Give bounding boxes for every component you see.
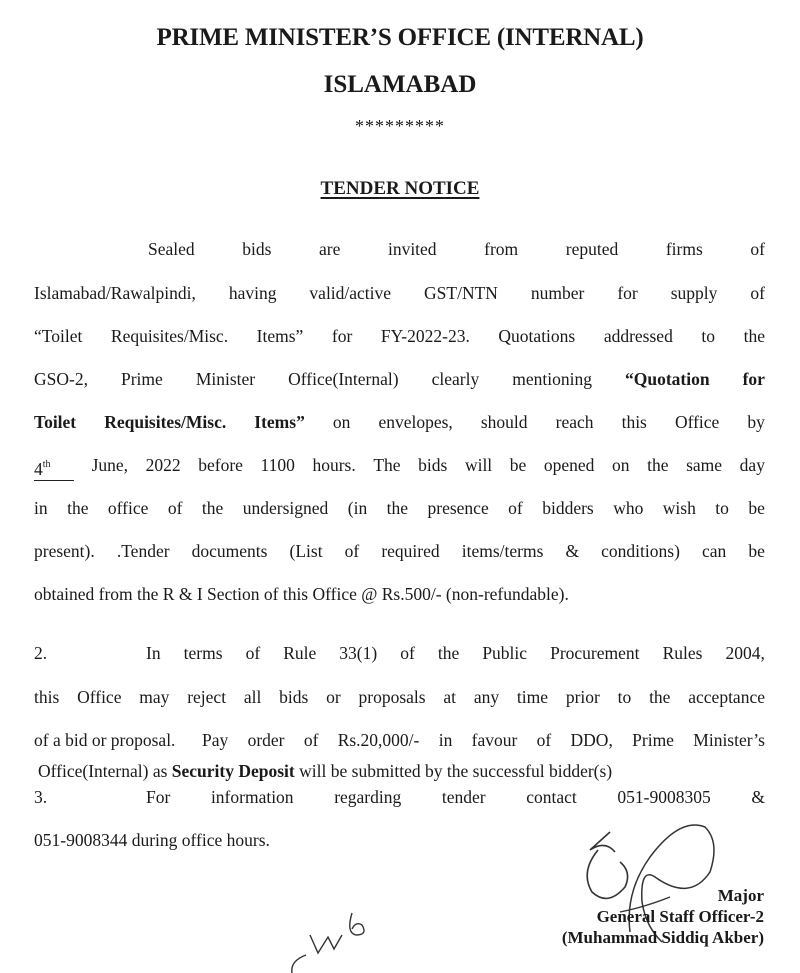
word: documents [191, 541, 268, 561]
word: acceptance [688, 687, 765, 707]
word: by [747, 412, 765, 432]
word: this [621, 412, 647, 432]
word: conditions) [601, 541, 680, 561]
para1-line6 [34, 454, 765, 481]
word: Public [482, 643, 528, 663]
word: present). [34, 541, 95, 561]
word: FY-2022-23. [380, 326, 470, 346]
handwritten-scribble [280, 905, 390, 973]
word: tender [441, 787, 486, 807]
word: Requisites/Misc. [110, 326, 229, 346]
word: & [565, 541, 580, 561]
word: wish [662, 498, 696, 518]
word: bids [279, 687, 309, 707]
para2-number: 2. [34, 643, 48, 663]
para2-line4 [38, 760, 769, 782]
word: Office(Internal) [288, 369, 399, 389]
para3-line1 [146, 786, 765, 808]
word: invited [387, 239, 437, 259]
word: & [751, 787, 765, 807]
word: The [373, 455, 401, 475]
word: .Tender [116, 541, 170, 561]
para3-line2: 051-9008344 during office hours. [34, 830, 270, 850]
word: at [443, 687, 457, 707]
word: regarding [334, 787, 402, 807]
word: 33(1) [339, 643, 378, 663]
word: information [210, 787, 294, 807]
office-heading: PRIME MINISTER’S OFFICE (INTERNAL) [156, 24, 644, 51]
para2-line2 [34, 686, 765, 708]
word: day [739, 455, 765, 475]
word: Prime [120, 369, 163, 389]
word: items/terms [461, 541, 544, 561]
word: June, [91, 455, 129, 475]
word: to [617, 687, 632, 707]
word: the [647, 455, 669, 475]
word: or [326, 687, 341, 707]
para2-line3 [202, 729, 765, 751]
word: “Toilet [34, 326, 83, 346]
signatory-designation: General Staff Officer-2 [596, 907, 764, 926]
word: Minister [195, 369, 256, 389]
word: 2004, [725, 643, 765, 663]
para1-line2 [34, 282, 765, 304]
date-day-number: 4 [34, 459, 43, 479]
word: mentioning [512, 369, 592, 389]
word: any [473, 687, 500, 707]
word: reputed [565, 239, 619, 259]
word: 1100 [260, 455, 295, 475]
word: in [34, 498, 48, 518]
word: are [319, 239, 341, 259]
word: of [508, 498, 523, 518]
word: Islamabad/Rawalpindi, [34, 283, 196, 303]
word: the [437, 643, 460, 663]
para1-line8 [34, 540, 765, 562]
word: before [198, 455, 243, 475]
word: (List [289, 541, 323, 561]
word: GSO-2, [34, 369, 88, 389]
signatory-name: (Muhammad Siddiq Akber) [561, 928, 764, 947]
para3-number: 3. [34, 787, 48, 807]
word: Prime [632, 730, 674, 750]
para1-line3 [34, 325, 765, 347]
word: Requisites/Misc. [104, 412, 227, 432]
word: may [139, 687, 170, 707]
signatory-rank: Major [717, 886, 764, 905]
word: reject [187, 687, 227, 707]
word: of [303, 730, 319, 750]
word: will [464, 455, 493, 475]
word: to [715, 498, 729, 518]
word: on [332, 412, 351, 432]
word: DDO, [570, 730, 613, 750]
notice-title-text: TENDER NOTICE [320, 178, 480, 199]
word: Items” [256, 326, 304, 346]
word: from [484, 239, 519, 259]
word: this [34, 687, 60, 707]
word: Sealed [148, 239, 195, 259]
word: for [331, 326, 353, 346]
word: should [480, 412, 528, 432]
word: firms [665, 239, 703, 259]
word: GST/NTN [424, 283, 498, 303]
word: contact [526, 787, 577, 807]
word: valid/active [309, 283, 392, 303]
word: to [701, 326, 716, 346]
para2-line1 [146, 642, 765, 664]
word: proposals [358, 687, 426, 707]
word: of [750, 283, 765, 303]
para2-line4-rest: will be submitted by the successful bidder(s) [294, 761, 613, 781]
word: all [243, 687, 262, 707]
word: the [386, 498, 409, 518]
word: hours. [312, 455, 356, 475]
para2-line4-text: Office(Internal) as [38, 761, 172, 781]
para1-line9: obtained from the R & I Section of this Office @ Rs.500/- (non-refundable). [34, 584, 569, 604]
word: (in [347, 498, 368, 518]
word: Office [674, 412, 720, 432]
word: prior [565, 687, 600, 707]
word: 051-9008305 [617, 787, 711, 807]
word: order [247, 730, 285, 750]
word: number [530, 283, 585, 303]
word: Minister’s [693, 730, 765, 750]
para1-line4 [34, 368, 765, 390]
word: the [201, 498, 224, 518]
word: Procurement [550, 643, 640, 663]
word: bidders [542, 498, 594, 518]
word: In [146, 643, 161, 663]
word: be [748, 498, 765, 518]
word: office [107, 498, 149, 518]
word: terms [183, 643, 223, 663]
word: of [167, 498, 183, 518]
word: Pay [202, 730, 229, 750]
word: envelopes, [378, 412, 453, 432]
word: reach [555, 412, 594, 432]
word: undersigned [242, 498, 329, 518]
word: opened [543, 455, 595, 475]
security-deposit: Security Deposit [171, 761, 295, 781]
word: the [67, 498, 89, 518]
word: Toilet [34, 412, 77, 432]
word: be [748, 541, 765, 561]
word: who [613, 498, 644, 518]
word: of [750, 239, 765, 259]
para1-line1 [148, 238, 765, 260]
word: on [612, 455, 630, 475]
word: Office [77, 687, 122, 707]
word: “Quotation [624, 369, 710, 389]
word: Items” [254, 412, 305, 432]
para1-line7 [34, 497, 765, 519]
word: clearly [431, 369, 480, 389]
word: Rules [662, 643, 703, 663]
word: for [742, 369, 765, 389]
word: of [536, 730, 552, 750]
word: the [743, 326, 765, 346]
notice-title [0, 178, 800, 200]
word: for [617, 283, 638, 303]
word: time [516, 687, 549, 707]
date-day [34, 454, 74, 481]
word: of [245, 643, 261, 663]
word: Quotations [498, 326, 576, 346]
word: supply [670, 283, 718, 303]
para2-line3-start: of a bid or proposal. [34, 730, 176, 750]
word: 2022 [145, 455, 181, 475]
word: Rule [283, 643, 317, 663]
word: the [649, 687, 671, 707]
word: having [228, 283, 277, 303]
word: bids [242, 239, 272, 259]
word: same [686, 455, 723, 475]
date-day-suffix: th [42, 459, 51, 470]
word: For [146, 787, 171, 807]
word: in [438, 730, 453, 750]
para1-line5 [34, 411, 765, 433]
word: of [344, 541, 360, 561]
word: favour [471, 730, 518, 750]
signature-block [562, 885, 764, 948]
word: of [400, 643, 415, 663]
separator: ********* [355, 116, 445, 136]
word: can [701, 541, 727, 561]
word: required [381, 541, 440, 561]
word: presence [427, 498, 489, 518]
city-heading: ISLAMABAD [323, 71, 477, 98]
word: addressed [603, 326, 673, 346]
word: be [509, 455, 527, 475]
word: Rs.20,000/- [337, 730, 420, 750]
word: bids [418, 455, 448, 475]
